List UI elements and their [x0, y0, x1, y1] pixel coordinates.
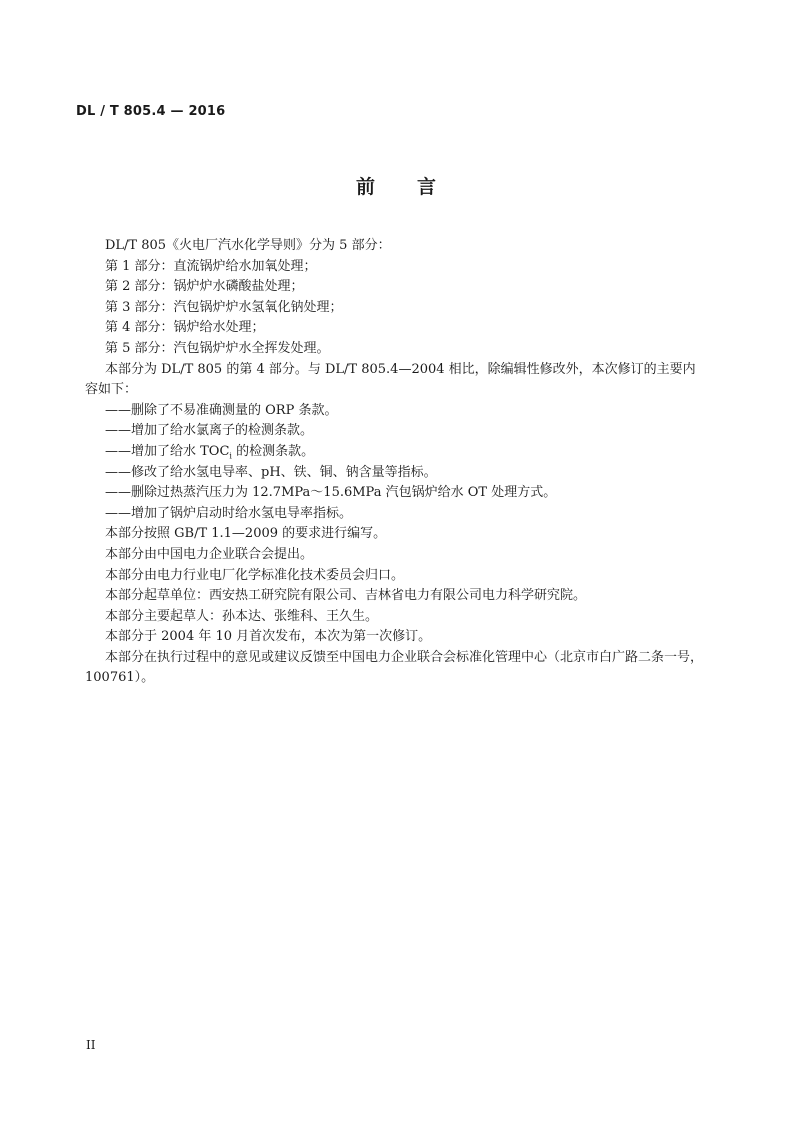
change-text: ——增加了给水 TOC	[105, 443, 230, 459]
paragraph-intro: DL/T 805《火电厂汽水化学导则》分为 5 部分：	[105, 238, 391, 253]
change-item: ——删除过热蒸汽压力为 12.7MPa～15.6MPa 汽包锅炉给水 OT 处理方式。	[105, 485, 557, 501]
paragraph-part-5: 第 5 部分：汽包锅炉炉水全挥发处理。	[105, 340, 330, 356]
paragraph-part-1: 第 1 部分：直流锅炉给水加氧处理；	[105, 258, 317, 274]
paragraph-part-4: 第 4 部分：锅炉给水处理；	[105, 320, 265, 336]
paragraph-proposer: 本部分由中国电力企业联合会提出。	[105, 546, 314, 562]
page-title	[0, 172, 794, 199]
paragraph-revision-summary: 本部分为 DL/T 805 的第 4 部分。与 DL/T 805.4—2004 相比，除编辑性修改外，本次修订的主要内容如下：	[85, 361, 696, 398]
paragraph-part-3: 第 3 部分：汽包锅炉炉水氢氧化钠处理；	[105, 299, 343, 315]
change-item: ——增加了给水氯离子的检测条款。	[105, 423, 314, 439]
change-item: ——删除了不易准确测量的 ORP 条款。	[105, 402, 338, 418]
paragraph-drafting-organizations: 本部分起草单位：西安热工研究院有限公司、吉林省电力有限公司电力科学研究院。	[105, 588, 587, 604]
change-item	[85, 442, 707, 463]
title-char-right: 言	[417, 176, 439, 198]
standard-code: DL / T 805.4 — 2016	[76, 104, 226, 119]
paragraph-publication-history: 本部分于 2004 年 10 月首次发布，本次为第一次修订。	[105, 629, 432, 645]
change-text: 的检测条款。	[231, 443, 315, 459]
title-char-left: 前	[355, 176, 377, 198]
paragraph-part-2: 第 2 部分：锅炉炉水磷酸盐处理；	[105, 279, 304, 295]
change-item: ——增加了锅炉启动时给水氢电导率指标。	[105, 505, 353, 521]
page-number: II	[86, 1038, 96, 1052]
subscript: i	[229, 451, 232, 461]
paragraph-drafters: 本部分主要起草人：孙本达、张维科、王久生。	[105, 608, 379, 624]
paragraph-drafting-rules: 本部分按照 GB/T 1.1—2009 的要求进行编写。	[105, 526, 387, 542]
paragraph-feedback: 本部分在执行过程中的意见或建议反馈至中国电力企业联合会标准化管理中心（北京市白广路二条一号，100761）。	[85, 649, 704, 686]
paragraph-responsible-committee: 本部分由电力行业电厂化学标准化技术委员会归口。	[105, 567, 405, 583]
change-item: ——修改了给水氢电导率、pH、铁、铜、钠含量等指标。	[105, 464, 437, 480]
foreword-body	[85, 236, 707, 689]
